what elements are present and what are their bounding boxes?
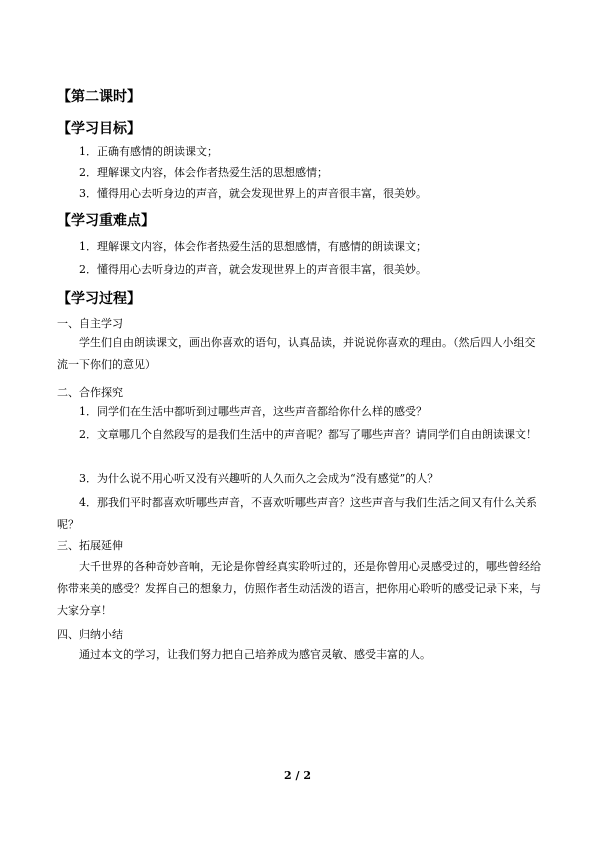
goal-item-1: 1．正确有感情的朗读课文；: [79, 145, 218, 158]
lesson-heading: 【第二课时】: [57, 89, 141, 105]
section-3-text: 大千世界的各种奇妙音响，无论是你曾经真实聆听过的，还是你曾用心灵感受过的，哪些曾经给你带来美的感受？发挥自己的想象力，仿照作者生动活泼的语言，把你用心聆听的感受记录下来，与大家分享！: [57, 560, 541, 617]
page-number: 2 / 2: [284, 769, 311, 782]
section-2-question-4: 4．那我们平时都喜欢听哪些声音，不喜欢听哪些声音？这些声音与我们生活之间又有什么关系呢？: [57, 496, 537, 531]
process-heading: 【学习过程】: [57, 291, 141, 307]
keypoints-heading: 【学习重难点】: [57, 213, 155, 229]
goals-heading: 【学习目标】: [57, 121, 141, 137]
section-3-title: 三、拓展延伸: [57, 539, 123, 552]
section-2-question-2: 2．文章哪几个自然段写的是我们生活中的声音呢？都写了哪些声音？请同学们自由朗读课文！: [79, 428, 537, 441]
section-1-title: 一、自主学习: [57, 317, 123, 330]
section-1-text: 学生们自由朗读课文，画出你喜欢的语句，认真品读，并说说你喜欢的理由。（然后四人小组交流一下你们的意见）: [57, 336, 536, 371]
goal-item-3: 3．懂得用心去听身边的声音，就会发现世界上的声音很丰富，很美妙。: [79, 187, 427, 200]
section-2-title: 二、合作探究: [57, 386, 123, 399]
section-4-text: 通过本文的学习，让我们努力把自己培养成为感官灵敏、感受丰富的人。: [79, 648, 431, 661]
keypoint-item-1: 1．理解课文内容，体会作者热爱生活的思想感情，有感情的朗读课文；: [79, 240, 427, 253]
goal-item-2: 2．理解课文内容，体会作者热爱生活的思想感情；: [79, 166, 328, 179]
section-4-title: 四、归纳小结: [57, 628, 123, 641]
section-2-question-1: 1．同学们在生活中都听到过哪些声音，这些声音都给你什么样的感受？: [79, 405, 427, 418]
keypoint-item-2: 2．懂得用心去听身边的声音，就会发现世界上的声音很丰富，很美妙。: [79, 263, 427, 276]
section-2-question-3: 3．为什么说不用心听又没有兴趣听的人久而久之会成为“没有感觉”的人？: [79, 472, 439, 485]
